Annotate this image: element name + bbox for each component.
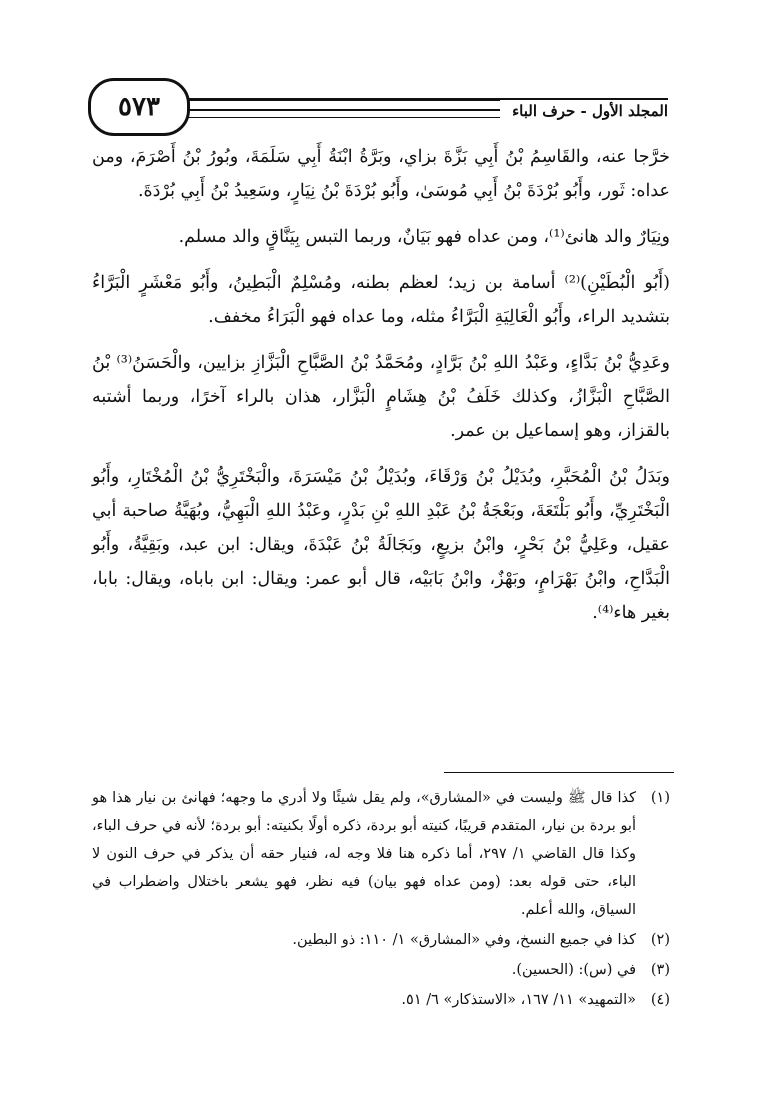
footnote xyxy=(92,986,670,1014)
footnote-number: (٣) xyxy=(650,962,670,978)
page-header xyxy=(88,60,668,140)
footnote-number: (٢) xyxy=(650,932,670,948)
footnote-text: في (س): (الحسين). xyxy=(511,962,636,978)
paragraph: (أَبُو الْبُطَيْنِ)⁽²⁾ أسامة بن زيد؛ لعظم بطنه، ومُسْلِمٌ الْبَطِينُ، وأَبُو مَعْشَرٍ الْبَرَّاءُ بتشديد الراء، وأَبُو الْعَالِيَةِ الْبَرَّاءُ مثله، وما عداه فهو الْبَرَاءُ مخفف. xyxy=(92,273,670,327)
footnote-text: «التمهيد» ١١/ ١٦٧، «الاستذكار» ٦/ ٥١. xyxy=(401,992,636,1008)
footnotes xyxy=(92,784,670,1016)
footnote-text: كذا في جميع النسخ، وفي «المشارق» ١/ ١١٠: ذو البطين. xyxy=(292,932,636,948)
paragraph: ونِيَارٌ والد هانئ⁽¹⁾، ومن عداه فهو بَيَانٌ، وربما التبس بِيَنَّاقٍ والد مسلم. xyxy=(178,227,670,247)
running-head: المجلد الأول - حرف الباء xyxy=(500,100,668,122)
main-text xyxy=(92,140,670,642)
paragraph: خرَّجا عنه، والقَاسِمُ بْنُ أَبِي بَزَّةَ بزاي، وبَرَّةُ ابْنَةُ أَبِي سَلَمَةَ، وبُورُ بْنُ أَصْرَمَ، ومن عداه: ثَور، وأَبُو بُرْدَةَ بْنُ أَبِي مُوسَىٰ، وأَبُو بُرْدَةَ بْنُ نِيَارٍ، وسَعِيدُ بْنُ أَبِي بُرْدَةَ. xyxy=(92,147,670,201)
paragraph: وعَدِيُّ بْنُ بَدَّاءٍ، وعَبْدُ اللهِ بْنُ بَرَّادٍ، ومُحَمَّدُ بْنُ الصَّبَّاحِ الْبَزَّازِ بزايين، والْحَسَنُ⁽³⁾ بْنُ الصَّبَّاحِ الْبَزَّازُ، وكذلك خَلَفُ بْنُ هِشَامٍ الْبَزَّار، هذان بالراء آخرًا، وربما أشتبه بالقزاز، وهو إسماعيل بن عمر. xyxy=(92,353,670,441)
footnote-number: (١) xyxy=(650,790,670,806)
footnote-separator xyxy=(444,772,674,773)
footnote xyxy=(92,784,670,924)
page-number: ٥٧٣ xyxy=(88,78,190,136)
footnote xyxy=(92,956,670,984)
footnote xyxy=(92,926,670,954)
paragraph: وبَدَلُ بْنُ الْمُحَبَّرِ، وبُدَيْلُ بْنُ وَرْقَاءَ، وبُدَيْلُ بْنُ مَيْسَرَةَ، والْبَخْتَرِيُّ بْنُ الْمُخْتَارِ، وأَبُو الْبَخْتَرِيِّ، وأَبُو بَلْتَعَةَ، وبَعْجَةُ بْنُ عَبْدِ اللهِ بْنِ بَدْرٍ، وعَبْدُ اللهِ الْبَهِيُّ، وبُهَيَّةُ صاحبة أبي عقيل، وعَلِيُّ بْنُ بَحْرٍ، وابْنُ بزيعٍ، وبَجَالَةُ بْنُ عَبْدَةَ، ويقال: ابن عبد، وبَقِيَّةُ، وأَبُو الْبَدَّاحِ، وابْنُ بَهْرَامٍ، وبَهْزٌ، وابْنُ بَابَيْه، قال أبو عمر: ويقال: ابن باباه، ويقال: بابا، بغير هاء⁽⁴⁾. xyxy=(92,467,670,623)
footnote-text: كذا قال ﷺ وليست في «المشارق»، ولم يقل شيئًا ولا أدري ما وجهه؛ فهانئ بن نيار هذا هو أبو بردة بن نيار، المتقدم قريبًا، كنيته أبو بردة، ذكره أولًا بكنيته: أبو بردة؛ لأنه في حرف الباء، وكذا قال القاضي ١/ ٢٩٧، أما ذكره هنا فلا وجه له، فنيار حقه أن يذكر في حرف النون لا الباء، حتى قوله بعد: (ومن عداه فهو بيان) فيه نظر، فهو يشعر باختلال واضطراب في السياق، والله أعلم. xyxy=(92,790,636,918)
footnote-number: (٤) xyxy=(650,992,670,1008)
